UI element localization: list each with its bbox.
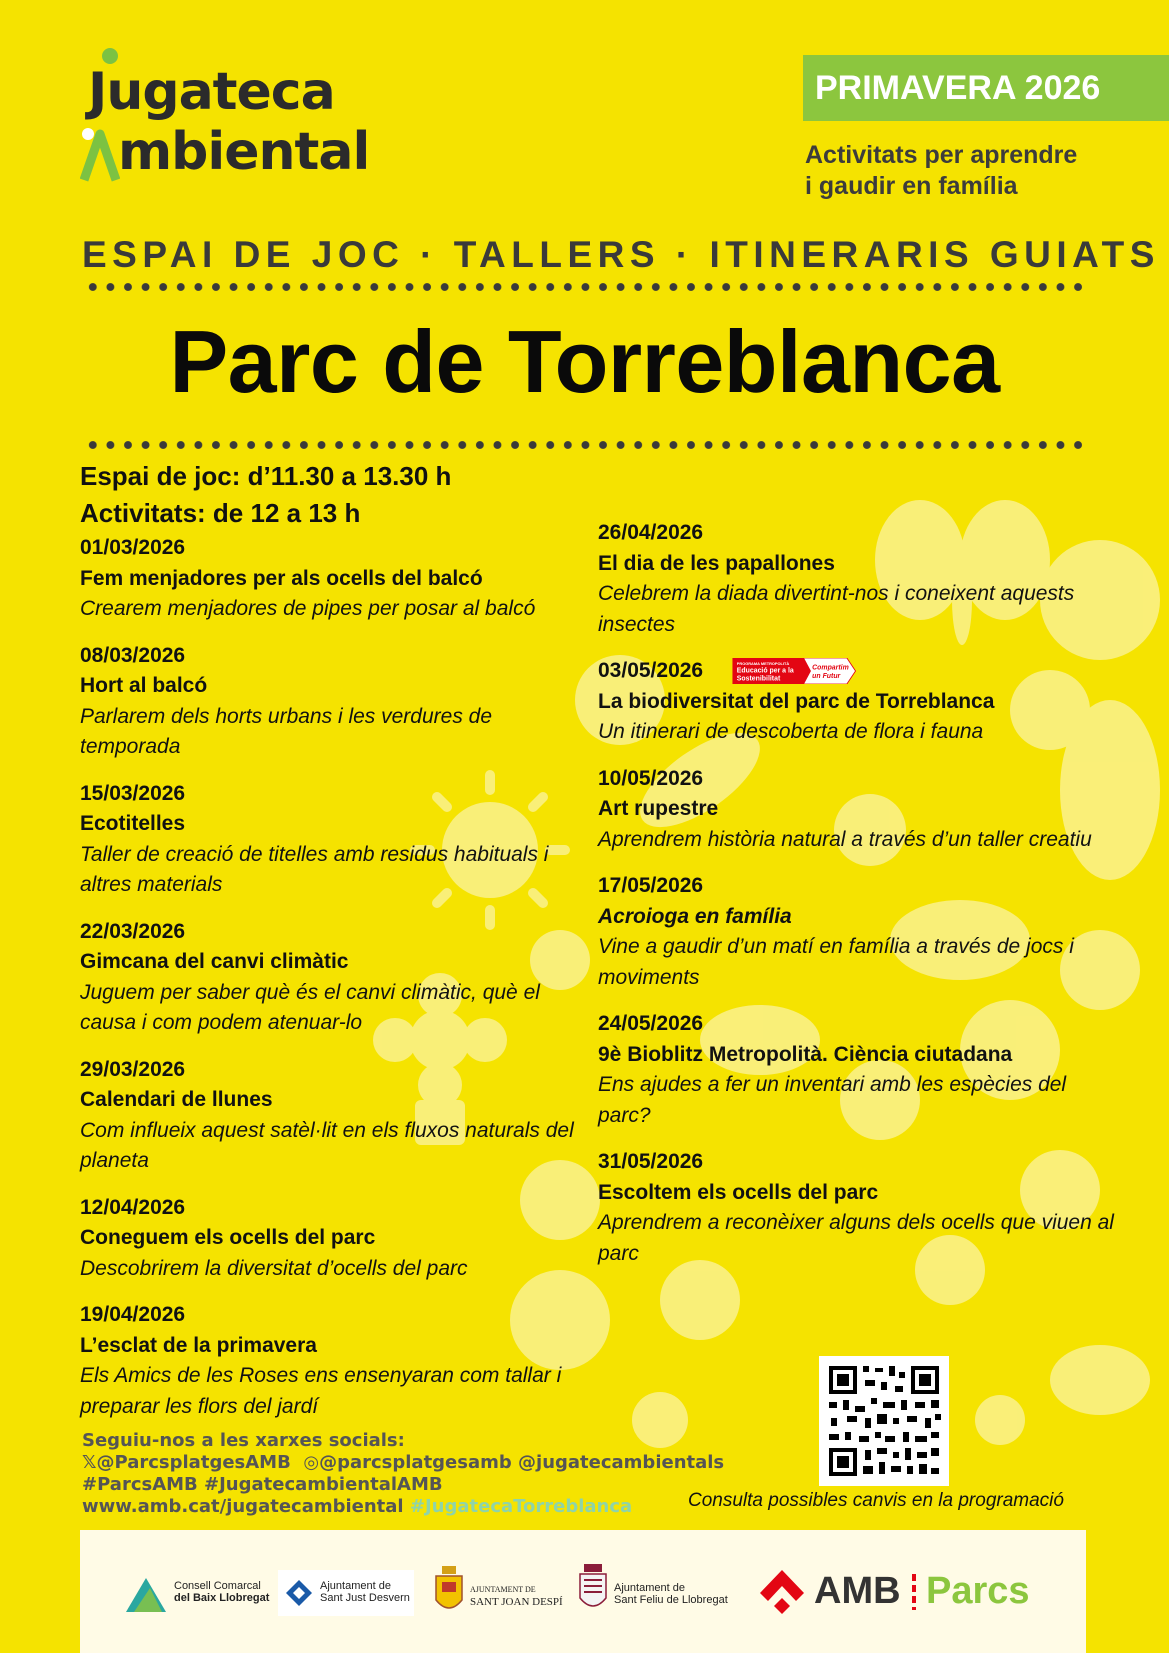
instagram-icon: ◎	[303, 1452, 320, 1473]
baix-llobregat-logo-icon	[124, 1574, 168, 1614]
dotted-divider-top	[84, 282, 1090, 292]
sant-feliu-line-1: Ajuntament de	[614, 1582, 685, 1594]
event-date: 08/03/2026	[80, 643, 186, 667]
event-date: 19/04/2026	[80, 1303, 186, 1326]
activities-hours: Activitats: de 12 a 13 h	[80, 498, 361, 528]
sant-feliu-line-2: Sant Feliu de Llobregat	[614, 1594, 728, 1606]
event-item	[80, 779, 580, 901]
amb-wordmark: AMB	[814, 1570, 901, 1612]
event-title: Escoltem els ocells del parc	[598, 1180, 879, 1204]
event-date: 10/05/2026	[598, 766, 704, 790]
event-title: L’esclat de la primavera	[80, 1333, 317, 1357]
social-web-row	[82, 1496, 724, 1518]
event-date: 15/03/2026	[80, 781, 186, 805]
event-title: Fem menjadores per als ocells del balcó	[80, 566, 483, 590]
event-title: Coneguem els ocells del parc	[80, 1226, 376, 1249]
badge-program: PROGRAMA METROPOLITÀ	[736, 661, 790, 667]
event-description: Aprendrem a reconèixer alguns dels ocells que viuen al parc	[598, 1211, 1114, 1265]
event-title: Ecotitelles	[80, 812, 186, 835]
sant-just-line-2: Sant Just Desvern	[320, 1592, 410, 1604]
event-description: Vine a gaudir d’un matí en família a través de jocs i moviments	[598, 935, 1074, 989]
x-handle[interactable]: @ParcsplatgesAMB	[96, 1452, 291, 1473]
event-title: La biodiversitat del parc de Torreblanca	[598, 689, 995, 713]
season-subtitle-line-1: Activitats per aprendre	[805, 141, 1078, 169]
event-title: Art rupestre	[598, 797, 719, 820]
event-date: 01/03/2026	[80, 536, 186, 559]
event-description: Descobrirem la diversitat d’ocells del parc	[80, 1256, 468, 1280]
amb-logo-icon	[756, 1568, 808, 1618]
qr-code[interactable]	[819, 1356, 949, 1486]
event-item	[598, 871, 1118, 993]
park-hashtag: #JugatecaTorreblanca	[409, 1496, 633, 1517]
event-item	[80, 1193, 580, 1285]
baix-llobregat-line-2: del Baix Llobregat	[174, 1592, 270, 1604]
social-heading: Seguiu-nos a les xarxes socials:	[82, 1430, 405, 1451]
event-description: Un itinerari de descoberta de flora i fauna	[598, 720, 984, 743]
event-description: Celebrem la diada divertint-nos i coneixent aquests insectes	[598, 582, 1075, 636]
event-item	[80, 917, 580, 1039]
play-space-hours: Espai de joc: d’11.30 a 13.30 h	[80, 461, 452, 491]
event-description: Els Amics de les Roses ens ensenyaran com tallar i preparar les flors del jardí	[80, 1364, 562, 1418]
social-hashtags: #ParcsAMB #JugatecambientalAMB	[82, 1474, 443, 1495]
sant-joan-line-1: AJUNTAMENT DE	[470, 1585, 536, 1594]
badge-line-2: Sostenibilitat	[736, 675, 781, 683]
event-date: 22/03/2026	[80, 919, 186, 943]
badge-line-1: Educació per a la	[736, 668, 794, 676]
event-date: 12/04/2026	[80, 1195, 186, 1219]
event-description: Ens ajudes a fer un inventari amb les espècies del parc?	[598, 1073, 1067, 1127]
event-date: 29/03/2026	[80, 1057, 186, 1081]
dotted-divider-bottom	[84, 440, 1090, 450]
event-title: Gimcana del canvi climàtic	[80, 950, 349, 973]
sant-just-line-1: Ajuntament de	[320, 1580, 391, 1592]
logo-line-2: mbiental	[118, 122, 370, 182]
event-date: 24/05/2026	[598, 1012, 704, 1035]
event-description: Aprendrem història natural a través d’un taller creatiu	[598, 827, 1092, 851]
event-item	[598, 764, 1118, 856]
event-title: El dia de les papallones	[598, 551, 835, 575]
sant-just-logo	[278, 1570, 414, 1616]
season-banner: PRIMAVERA 2026	[803, 55, 1169, 121]
park-title: Parc de Torreblanca	[169, 312, 1000, 411]
baix-llobregat-label	[174, 1580, 269, 1604]
event-date: 17/05/2026	[598, 874, 704, 897]
event-item	[598, 1147, 1118, 1269]
tagline: ESPAI DE JOC · TALLERS · ITINERARIS GUIATS	[82, 234, 1160, 275]
social-section	[82, 1430, 724, 1518]
event-title: Hort al balcó	[80, 674, 208, 697]
sant-feliu-label	[614, 1582, 728, 1606]
website-link[interactable]: www.amb.cat/jugatecambiental	[82, 1496, 404, 1517]
sant-joan-line-2: SANT JOAN DESPÍ	[470, 1596, 563, 1608]
badge-right-1: Compartim	[812, 664, 849, 672]
season-subtitle	[805, 140, 1105, 202]
event-item	[80, 533, 580, 625]
event-title: Calendari de llunes	[80, 1088, 273, 1111]
education-sustainability-badge	[723, 658, 865, 684]
event-description: Parlarem dels horts urbans i les verdures de temporada	[80, 704, 493, 758]
sant-joan-shield-icon	[434, 1566, 464, 1616]
event-item	[80, 1055, 580, 1177]
badge-right-2: un Futur	[812, 673, 841, 681]
sponsors-bar	[80, 1530, 1086, 1653]
event-description: Crearem menjadores de pipes per posar al balcó	[80, 597, 536, 620]
logo-a-icon	[80, 126, 120, 182]
event-item	[598, 518, 1118, 640]
baix-llobregat-line-1: Consell Comarcal	[174, 1580, 261, 1592]
sant-just-label	[320, 1580, 410, 1604]
event-date: 03/05/2026	[598, 659, 704, 682]
programme-changes-note: Consulta possibles canvis en la programació	[688, 1490, 1064, 1511]
sant-just-emblem-icon	[284, 1578, 314, 1608]
event-date: 31/05/2026	[598, 1150, 704, 1173]
event-item	[80, 1300, 580, 1422]
schedule-hours	[80, 458, 451, 532]
parcs-wordmark: Parcs	[926, 1570, 1030, 1612]
events-left-column	[80, 533, 580, 1438]
event-description: Juguem per saber què és el canvi climàtic, què el causa i com podem atenuar-lo	[80, 980, 540, 1034]
x-icon: 𝕏	[82, 1452, 97, 1473]
event-title: 9è Bioblitz Metropolità. Ciència ciutadana	[598, 1042, 1013, 1066]
event-item	[598, 656, 1118, 748]
season-subtitle-line-2: i gaudir en família	[805, 172, 1018, 200]
amb-separator	[912, 1574, 916, 1610]
sant-feliu-shield-icon	[578, 1564, 608, 1614]
event-date: 26/04/2026	[598, 521, 704, 544]
events-right-column	[598, 518, 1118, 1285]
event-description: Com influeix aquest satèl·lit en els fluxos naturals del planeta	[80, 1118, 574, 1172]
social-handles-row	[82, 1452, 724, 1474]
event-item	[80, 641, 580, 763]
logo-line-1: Jugateca	[88, 62, 335, 122]
event-item	[598, 1009, 1118, 1131]
event-description: Taller de creació de titelles amb residus habituals i altres materials	[80, 842, 549, 896]
event-title: Acroioga en família	[598, 904, 792, 928]
sant-joan-label	[470, 1584, 563, 1608]
event-date-row	[598, 656, 1118, 687]
instagram-handles[interactable]: @parcsplatgesamb @jugatecambientals	[319, 1452, 725, 1473]
